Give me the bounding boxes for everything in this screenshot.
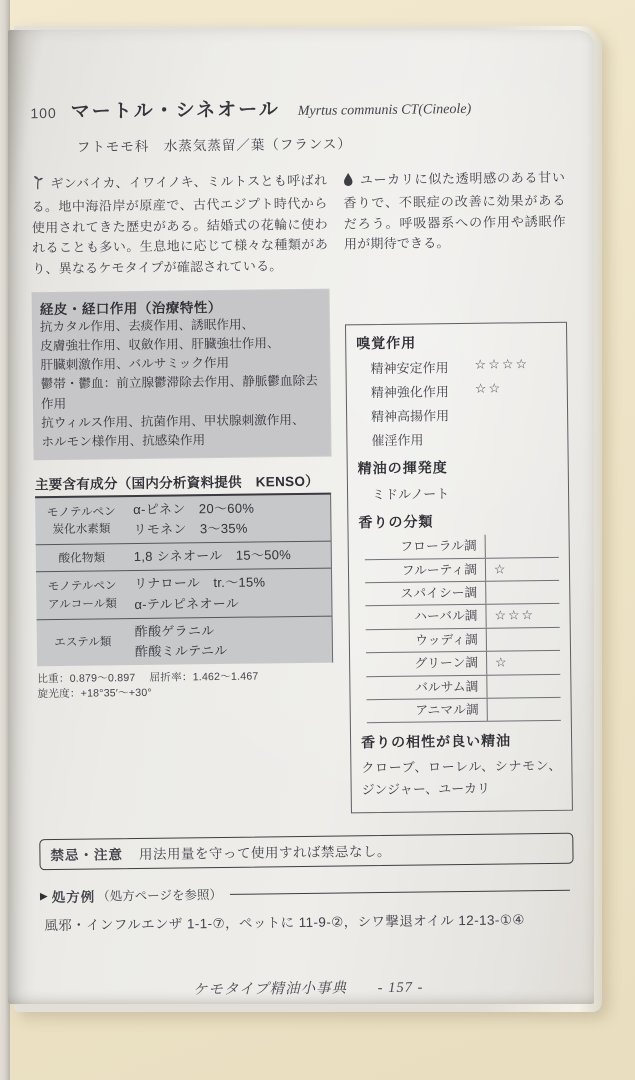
refractive-index: 屈折率：1.462～1.467: [149, 670, 259, 684]
star-rating: ☆☆: [474, 380, 503, 397]
component-item: リナロール tr.～15%: [134, 574, 266, 592]
component-item: 酢酸ゲラニル: [134, 622, 215, 639]
latin-name: Myrtus communis CT(Cineole): [297, 101, 472, 119]
table-row: [366, 651, 560, 677]
star-rating: [486, 535, 494, 557]
table-row: [366, 674, 560, 700]
star-rating: ☆☆☆: [494, 607, 536, 623]
component-category: 酸化物類: [58, 551, 106, 565]
component-item: 酢酸ミルテニル: [134, 642, 228, 659]
scent-label: アニマル調: [367, 699, 488, 723]
olfactory-box: [345, 322, 573, 814]
page-number-label: - 157 -: [377, 979, 424, 997]
right-column: [343, 168, 573, 814]
specific-gravity: 比重：0.879～0.897: [37, 671, 136, 686]
table-row: [365, 557, 559, 583]
star-rating: ☆: [493, 561, 508, 577]
table-row: [365, 534, 559, 560]
scent-label: ハーバル調: [365, 605, 486, 629]
prescription-text: 風邪・インフルエンザ 1-1-⑦，ペットに 11-9-②，シワ撃退オイル 12-13-①④: [44, 912, 525, 934]
smell-label: 精神強化作用: [370, 384, 449, 401]
prescription-rule: [230, 889, 570, 894]
scent-label: フローラル調: [365, 535, 486, 559]
intro-paragraph: [31, 171, 328, 281]
volatility-value: ミドルノート: [371, 486, 450, 503]
star-rating: [486, 582, 494, 604]
treatment-line: 皮膚強壮作用、収斂作用、肝臓強壮作用、: [40, 336, 280, 354]
component-item: 1,8 シネオール 15～50%: [133, 547, 292, 565]
book-title: ケモタイプ精油小事典: [192, 980, 348, 999]
family-extraction-line: フトモモ科 水蒸気蒸留／葉（フランス）: [76, 136, 352, 155]
smell-row: [370, 356, 556, 377]
component-category: モノテルペン アルコール類: [47, 579, 117, 611]
intro-left-text: ギンバイカ、イワイノキ、ミルトスとも呼ばれる。地中海沿岸が原産で、古代エジプト時代から使用されてきた歴史がある。結婚式の花輪に使われることも多い。生息地に応じて様々な種類があり、異なるケモタイプが確認されている。: [31, 172, 329, 277]
smell-label: 精神安定作用: [370, 360, 449, 377]
table-row: [37, 616, 333, 666]
treatment-line: ホルモン様作用、抗感染作用: [41, 432, 206, 449]
optical-rotation: 旋光度：+18°35′～+30°: [37, 686, 152, 701]
smell-row: [371, 428, 557, 449]
smell-row: [371, 380, 557, 401]
leaf-icon: [31, 175, 44, 197]
compatibility-text: クローブ、ローレル、シナモン、ジンジャー、ユーカリ: [361, 758, 562, 798]
scent-label: スパイシー調: [365, 582, 486, 606]
smell-label: 精神高揚作用: [371, 408, 450, 425]
smell-label: 催淫作用: [371, 432, 424, 449]
scent-classification-table: [365, 534, 561, 723]
treatment-title: 経皮・経口作用（治療特性）: [39, 299, 222, 318]
star-rating: ☆☆☆☆: [474, 356, 530, 373]
smell-section-title: 嗅覚作用: [356, 334, 417, 352]
component-item: リモネン 3～35%: [133, 520, 248, 538]
treatment-line: 肝臓刺激作用、バルサミック作用: [40, 356, 230, 373]
page-content: [30, 77, 575, 1007]
caution-box: [39, 833, 573, 871]
intro-right-text: ユーカリに似た透明感のある甘い香りで、不眠症の改善に効果があるだろう。呼吸器系への作用や誘眠作用が期待できる。: [343, 169, 566, 252]
star-rating: [487, 675, 495, 697]
prescription-header: [40, 880, 574, 907]
treatment-box: [33, 290, 331, 460]
aroma-paragraph: [343, 168, 566, 256]
treatment-line: 抗ウィルス作用、抗菌作用、甲状腺刺激作用、: [41, 412, 305, 430]
components-title: 主要含有成分（国内分析資料提供 KENSO）: [34, 473, 320, 493]
component-item: α-テルピネオール: [134, 595, 240, 612]
table-row: [365, 581, 559, 607]
scent-label: バルサム調: [366, 675, 487, 699]
table-row: [365, 604, 559, 630]
physical-properties: [37, 668, 333, 702]
left-column: [31, 171, 335, 818]
scent-label: グリーン調: [366, 652, 487, 676]
prescription-title: 処方例: [51, 889, 96, 906]
two-column-zone: [31, 168, 573, 818]
page-footer: [41, 974, 575, 1002]
star-rating: [488, 699, 496, 721]
scent-label: ウッディ調: [366, 628, 487, 652]
treatment-line: 抗カタル作用、去痰作用、誘眠作用、: [39, 317, 255, 335]
entry-number: 100: [30, 104, 57, 122]
book-page: [8, 30, 594, 1004]
drop-icon: [343, 172, 353, 193]
table-row: [366, 628, 560, 654]
table-row: [36, 542, 331, 573]
table-row: [367, 698, 561, 724]
compatibility-title: 香りの相性が良い精油: [361, 732, 512, 751]
entry-header: [30, 91, 564, 125]
prescription-arrow-icon: ▶: [39, 890, 48, 902]
star-rating: ☆: [495, 654, 509, 670]
entry-title: マートル・シネオール: [70, 99, 280, 123]
component-category: モノテルペン 炭化水素類: [46, 504, 116, 537]
classification-title: 香りの分類: [358, 513, 434, 531]
component-item: α-ピネン 20～60%: [133, 500, 255, 518]
table-row: [35, 495, 331, 546]
caution-text: 用法用量を守って使用すれば禁忌なし。: [138, 844, 392, 863]
caution-label: 禁忌・注意: [50, 847, 124, 864]
scent-label: フルーティ調: [365, 558, 486, 582]
smell-row: [371, 404, 557, 425]
volatility-title: 精油の揮発度: [357, 459, 448, 477]
table-row: [36, 569, 332, 620]
components-table: [35, 493, 333, 667]
star-rating: [487, 628, 495, 650]
component-category: エステル類: [54, 635, 112, 650]
prescription-note: （処方ページを参照）: [97, 888, 223, 904]
treatment-line: 鬱帯・鬱血：前立腺鬱滞除去作用、静脈鬱血除去作用: [40, 374, 318, 411]
